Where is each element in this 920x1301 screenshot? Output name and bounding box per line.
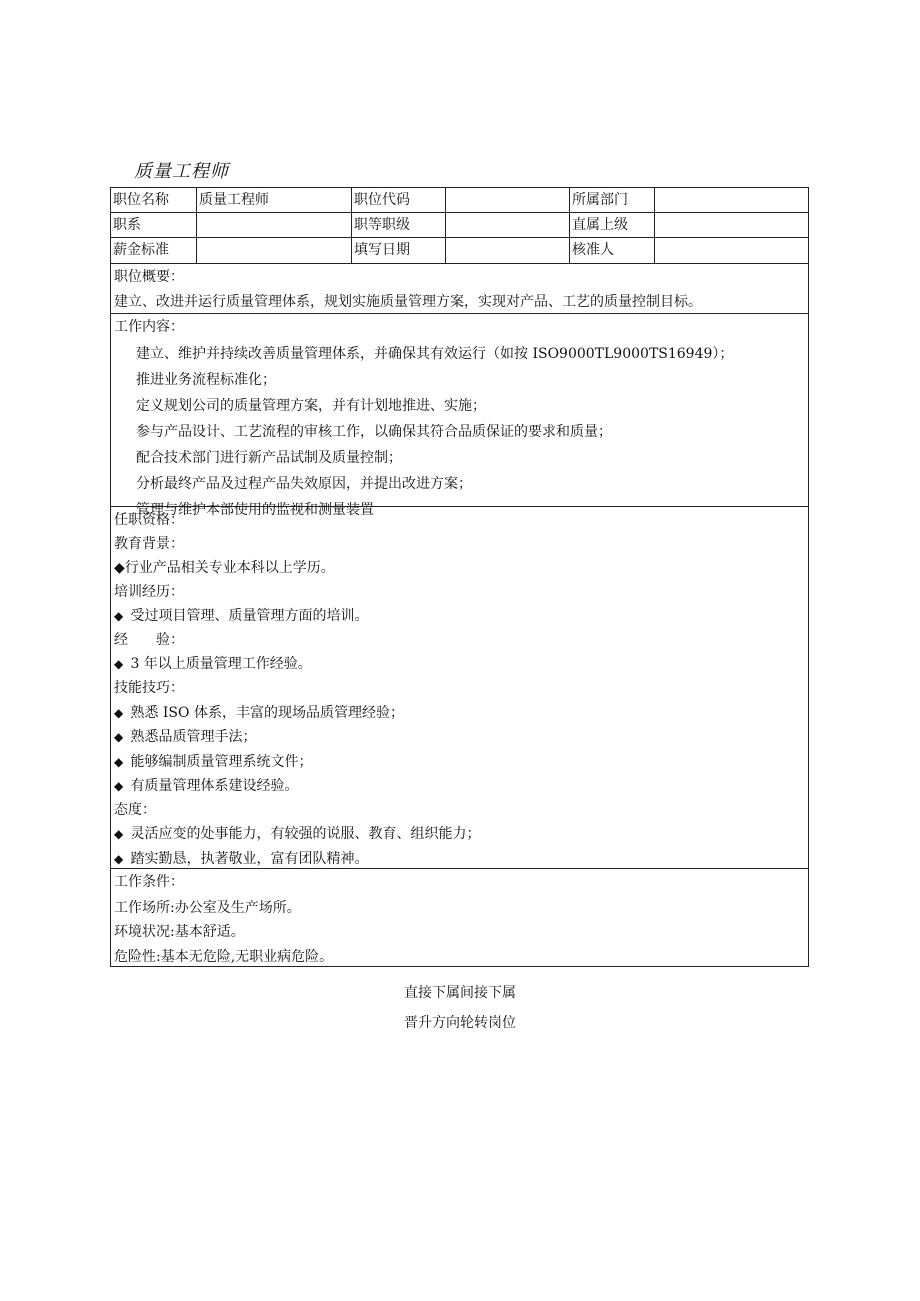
label-job-family: 职系 <box>111 213 197 238</box>
duties-section <box>111 314 808 518</box>
duty-item: 参与产品设计、工艺流程的审核工作，以确保其符合品质保证的要求和质量； <box>136 424 612 440</box>
skill-item: ◆ 能够编制质量管理系统文件； <box>114 754 313 770</box>
overview-section <box>111 264 808 314</box>
attitude-label: 态度： <box>114 802 156 818</box>
attitude-item: ◆ 灵活应变的处事能力，有较强的说服、教育、组织能力； <box>114 826 481 842</box>
overview-label: 职位概要： <box>114 269 184 285</box>
experience-text: ◆ 3 年以上质量管理工作经验。 <box>114 656 312 672</box>
skill-item: ◆ 熟悉 ISO 体系，丰富的现场品质管理经验； <box>114 705 404 721</box>
conditions-section <box>111 869 808 966</box>
duties-label: 工作内容： <box>114 319 184 335</box>
education-text: ◆行业产品相关专业本科以上学历。 <box>114 560 335 576</box>
attitude-item: ◆ 踏实勤恳，执著敬业，富有团队精神。 <box>114 851 369 867</box>
bullet-icon: ◆ <box>114 827 124 841</box>
bullet-icon: ◆ <box>114 730 124 744</box>
conditions-label: 工作条件： <box>114 874 184 890</box>
value-salary <box>197 238 352 264</box>
overview-text: 建立、改进并运行质量管理体系，规划实施质量管理方案，实现对产品、工艺的质量控制目标。 <box>114 294 702 310</box>
label-grade: 职等职级 <box>352 213 446 238</box>
job-description-form <box>110 187 809 967</box>
duty-item: 推进业务流程标准化； <box>136 372 276 388</box>
qualifications-section <box>111 507 808 869</box>
footer-subordinates: 直接下属间接下属 <box>404 985 516 1001</box>
duty-item: 管理与维护本部使用的监视和测量装置 <box>136 502 374 518</box>
training-text: ◆ 受过项目管理、质量管理方面的培训。 <box>114 608 369 624</box>
value-grade <box>446 213 570 238</box>
bullet-icon: ◆ <box>114 609 124 623</box>
duty-item: 配合技术部门进行新产品试制及质量控制； <box>136 450 402 466</box>
value-department <box>655 188 808 213</box>
work-place: 工作场所:办公室及生产场所。 <box>114 900 301 916</box>
bullet-icon: ◆ <box>114 779 124 793</box>
label-supervisor: 直属上级 <box>570 213 655 238</box>
duty-item: 分析最终产品及过程产品失效原因，并提出改进方案； <box>136 476 472 492</box>
value-fill-date <box>446 238 570 264</box>
bullet-icon: ◆ <box>114 657 124 671</box>
value-position-name: 质量工程师 <box>197 188 352 213</box>
experience-label: 经 验： <box>114 632 184 648</box>
value-position-code <box>446 188 570 213</box>
value-supervisor <box>655 213 808 238</box>
header-table <box>111 188 808 264</box>
training-label: 培训经历： <box>114 584 184 600</box>
bullet-icon: ◆ <box>114 706 124 720</box>
value-job-family <box>197 213 352 238</box>
page-title: 质量工程师 <box>134 161 229 182</box>
label-position-name: 职位名称 <box>111 188 197 213</box>
footer-promotion: 晋升方向轮转岗位 <box>404 1015 516 1031</box>
duty-item: 建立、维护并持续改善质量管理体系，并确保其有效运行（如按 ISO9000TL9000TS16949）； <box>136 346 734 362</box>
environment: 环境状况:基本舒适。 <box>114 924 245 940</box>
education-label: 教育背景： <box>114 536 184 552</box>
bullet-icon: ◆ <box>114 755 124 769</box>
label-position-code: 职位代码 <box>352 188 446 213</box>
skills-label: 技能技巧： <box>114 680 184 696</box>
label-approver: 核准人 <box>570 238 655 264</box>
duty-item: 定义规划公司的质量管理方案，并有计划地推进、实施； <box>136 398 486 414</box>
qualifications-label: 任职资格： <box>114 512 184 528</box>
danger-level: 危险性:基本无危险,无职业病危险。 <box>114 949 334 965</box>
label-department: 所属部门 <box>570 188 655 213</box>
skill-item: ◆ 有质量管理体系建设经验。 <box>114 778 299 794</box>
label-salary: 薪金标准 <box>111 238 197 264</box>
label-fill-date: 填写日期 <box>352 238 446 264</box>
value-approver <box>655 238 808 264</box>
skill-item: ◆ 熟悉品质管理手法； <box>114 729 257 745</box>
bullet-icon: ◆ <box>114 852 124 866</box>
